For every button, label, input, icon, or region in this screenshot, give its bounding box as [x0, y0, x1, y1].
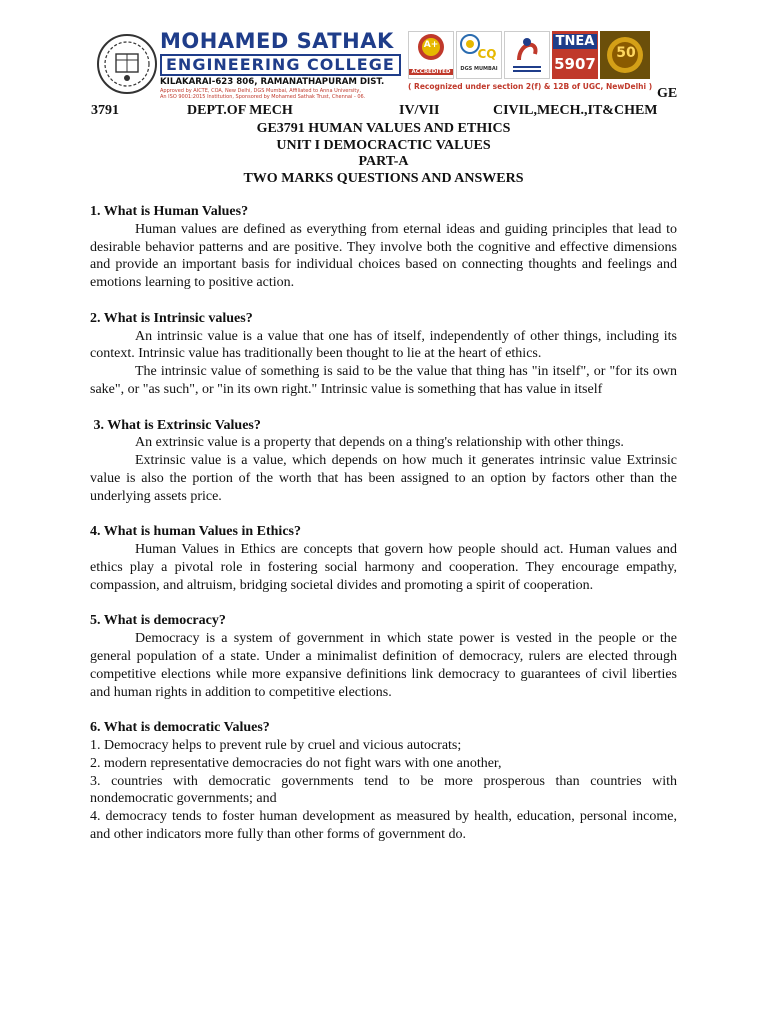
tnea-code: 5907 [554, 55, 596, 73]
college-name-line2: ENGINEERING COLLEGE [160, 54, 401, 76]
part-title: PART-A [358, 154, 409, 170]
answer-1-para-1: Human values are defined as everything from eternal ideas and guiding principles that lead to desirable behavior patterns and are positive. They involve both the cognitive and effective dimensions and provide an important basis for individual choices based on connecting thoughts and feelings and emotions learning to positive action. [90, 221, 677, 291]
question-6: 6. What is democratic Values? [90, 720, 270, 736]
dgs-label: DGS MUMBAI [460, 66, 498, 72]
meta-department: DEPT.OF MECH [187, 103, 293, 118]
anniversary-number: 50 [616, 45, 636, 61]
answer-2-para-1: An intrinsic value is a value that one has of itself, independently of other things, including its context. Intrinsic value has traditionally been thought to lie at the heart of ethics. [90, 328, 677, 362]
answer-5-para-1: Democracy is a system of government in which state power is vested in the people or the general population of a state. Under a minimalist definition of democracy, rulers are elected through competitive elections while more expansive definitions link democracy to guarantees of civil liberties and human rights in addition to competitive elections. [90, 631, 677, 700]
innovation-council-icon [505, 32, 549, 78]
meta-code: 3791 [91, 103, 119, 118]
svg-text:CQ: CQ [477, 47, 497, 61]
document-titles [90, 121, 677, 187]
naac-grade: A+ [423, 40, 439, 50]
answer-3-para-2: Extrinsic value is a value, which depends on how much it generates intrinsic value Extrinsic value is also the portion of the worth that has been assigned to an option by factors other than the underlying assets price. [90, 453, 677, 504]
meta-semester: IV/VII [399, 103, 440, 118]
question-1: 1. What is Human Values? [90, 204, 249, 219]
course-title: GE3791 HUMAN VALUES AND ETHICS [256, 121, 511, 136]
naac-label: ACCREDITED [409, 69, 453, 75]
unit-title: UNIT I DEMOCRACTIC VALUES [276, 137, 491, 153]
question-3: 3. What is Extrinsic Values? [90, 417, 261, 433]
tnea-logo [552, 31, 598, 79]
college-emblem-icon [96, 32, 158, 96]
course-code-prefix: GE [657, 86, 678, 101]
college-name-line1: MOHAMED SATHAK [160, 29, 394, 53]
answer-6-item-2: 2. modern representative democracies do not fight wars with one another, [90, 755, 502, 771]
naac-logo [408, 31, 454, 79]
college-address: KILAKARAI-623 806, RAMANATHAPURAM DIST. [160, 77, 385, 87]
answer-2-para-2: The intrinsic value of something is said to be the value that thing has "in itself", or "for its own sake", or "as such", or "in its own right." Intrinsic value is something that has value in itself [90, 364, 677, 397]
answer-4-para-1: Human Values in Ethics are concepts that govern how people should act. Human values and ethics play a pivotal role in fostering social harmony and cooperation. They encourage empathy, compassion, and altruism, bridging societal divides and promoting a spirit of cooperation. [90, 542, 677, 593]
answer-6-item-4: 4. democracy tends to foster human development as measured by health, education, personal income, and other indicators more fully than other forms of government do. [90, 809, 677, 842]
iic-logo [504, 31, 550, 79]
answer-6-item-3: 3. countries with democratic governments tend to be more prosperous than countries with nondemocratic governments; and [90, 773, 677, 807]
answer-3-para-1: An extrinsic value is a property that depends on a thing's relationship with other things. [135, 435, 624, 451]
anniversary-logo [600, 31, 650, 79]
college-approval-line2: An ISO 9001:2015 Institution, Sponsored by Mohamed Sathak Trust, Chennai - 06. [160, 94, 366, 100]
question-4: 4. What is human Values in Ethics? [90, 524, 301, 540]
meta-branches: CIVIL,MECH.,IT&CHEM [493, 103, 658, 118]
qa-content [90, 203, 677, 844]
ugc-recognition: ( Recognized under section 2(f) & 12B of UGC, NewDelhi ) [408, 82, 653, 91]
dgs-logo [456, 31, 502, 79]
section-title: TWO MARKS QUESTIONS AND ANSWERS [243, 170, 524, 186]
question-2: 2. What is Intrinsic values? [90, 310, 253, 326]
dgs-emblem-icon [457, 32, 501, 62]
college-letterhead [92, 28, 692, 100]
question-5: 5. What is democracy? [90, 613, 226, 629]
answer-6-item-1: 1. Democracy helps to prevent rule by cruel and vicious autocrats; [90, 737, 462, 753]
college-approval-line1: Approved by AICTE, COA, New Delhi, DGS Mumbai, Affiliated to Anna University, [160, 88, 361, 94]
tnea-label: TNEA [553, 34, 597, 49]
